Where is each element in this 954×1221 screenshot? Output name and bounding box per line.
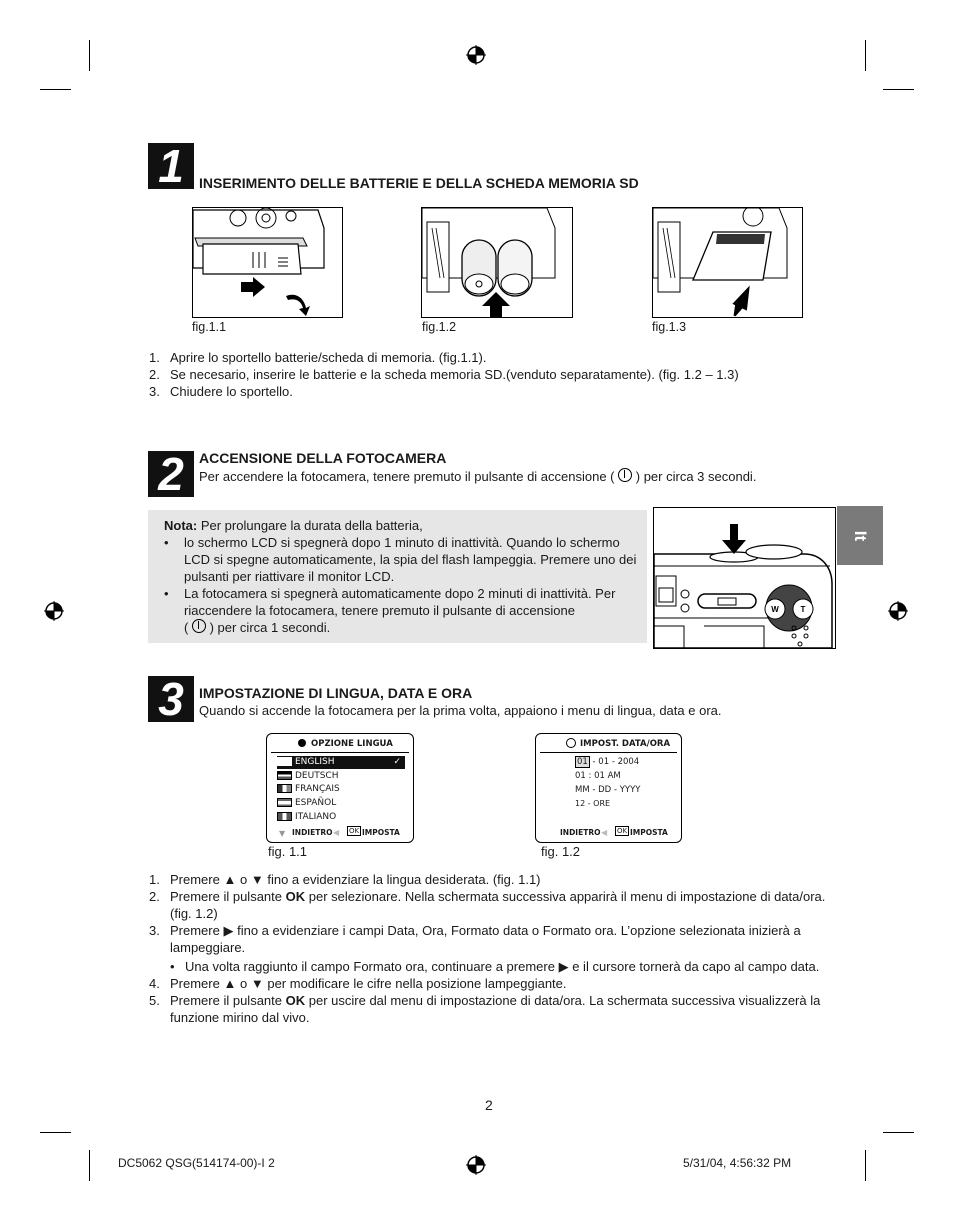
power-icon <box>192 619 206 633</box>
list-item: 3. Premere ▶ fino a evidenziare i campi Data, Ora, Formato data o Formato ora. L’opzione selezionata inizierà a lampeggiare. • Una volta raggiunto il campo Formato ora, continuare a premere ▶ e il cursore tornerà da capo al campo data. <box>149 922 839 975</box>
spanish-flag-icon <box>277 798 292 807</box>
page-number: 2 <box>485 1097 493 1113</box>
language-option-espanol[interactable]: ESPAÑOL <box>277 797 405 810</box>
date-field[interactable]: 01 - 01 - 2004 <box>577 757 640 767</box>
divider <box>540 752 677 753</box>
footer-document-id: DC5062 QSG(514174-00)-I 2 <box>118 1156 275 1170</box>
note-bullet: • La fotocamera si spegnerà automaticamente dopo 2 minuti di inattività. Per riaccendere la fotocamera, tenere premuto il pulsante di accensione ( ) per circa 1 secondi. <box>164 586 616 635</box>
list-item: 3. Chiudere lo sportello. <box>149 384 293 399</box>
list-item: 2. Se necesario, inserire le batterie e la scheda memoria SD.(venduto separatamente). (fig. 1.2 – 1.3) <box>149 367 739 382</box>
down-arrow-icon: ▼ <box>250 976 264 991</box>
french-flag-icon <box>277 784 292 793</box>
language-option-english[interactable]: ENGLISH ✓ <box>277 756 405 769</box>
left-arrow-icon: ◀ <box>333 828 340 837</box>
crop-mark <box>865 1150 866 1181</box>
crop-mark <box>40 89 71 90</box>
figure-insert-sd-card <box>652 207 803 318</box>
section-3-title: IMPOSTAZIONE DI LINGUA, DATA E ORA <box>199 685 473 701</box>
uk-flag-icon <box>277 757 292 766</box>
crop-mark <box>865 40 866 71</box>
clock-icon <box>566 738 576 748</box>
language-globe-icon <box>298 739 306 747</box>
section-3-description: Quando si accende la fotocamera per la prima volta, appaiono i menu di lingua, data e ora. <box>199 703 722 718</box>
figure-label: fig.1.1 <box>192 320 227 334</box>
crop-mark <box>883 1132 914 1133</box>
list-item: 1. Premere ▲ o ▼ fino a evidenziare la lingua desiderata. (fig. 1.1) <box>149 872 541 887</box>
zoom-w-label: W <box>771 605 779 614</box>
language-tab-label: It <box>851 530 870 542</box>
german-flag-icon <box>277 771 292 780</box>
registration-mark-icon <box>887 600 909 622</box>
section-3-steps <box>149 871 839 1026</box>
list-item: 4. Premere ▲ o ▼ per modificare le cifre nella posizione lampeggiante. <box>149 976 567 991</box>
language-option-italiano[interactable]: ITALIANO <box>277 811 405 824</box>
italian-flag-icon <box>277 812 292 821</box>
ok-icon: OK <box>617 827 628 835</box>
back-label: INDIETRO <box>560 828 601 837</box>
figure-label: fig. 1.1 <box>268 844 308 859</box>
zoom-t-label: T <box>800 605 806 614</box>
note-text: Nota: Per prolungare la durata della batteria, • lo schermo LCD si spegnerà dopo 1 minuto di inattività. Quando lo schermo LCD si spegne automaticamente, la spia del flash lampeggia. Premere uno dei pulsanti per riattivare il monitor LCD. • La fotocamera si spegnerà automaticamente dopo 2 minuti di inattività. Per riaccendere la fotocamera, tenere premuto il pulsante di accensione ( ) per circa 1 secondi. <box>164 517 642 636</box>
checkmark-icon: ✓ <box>393 757 401 767</box>
list-item: 2. Premere il pulsante OK per selezionare. Nella schermata successiva apparirà il menu di impostazione di data/ora. (fig. 1.2) <box>149 889 826 921</box>
registration-mark-icon <box>465 44 487 66</box>
figure-insert-batteries <box>421 207 573 318</box>
section-1-steps <box>149 349 839 400</box>
figure-open-door <box>192 207 343 318</box>
list-item: 5. Premere il pulsante OK per uscire dal menu di impostazione di data/ora. La schermata successiva visualizzerà la funzione mirino dal vivo. <box>149 993 821 1025</box>
down-arrow-icon: ▼ <box>250 872 264 887</box>
down-arrow-icon: ▼ <box>279 829 286 838</box>
registration-mark-icon <box>465 1154 487 1176</box>
crop-mark <box>883 89 914 90</box>
step-number-2: 2 <box>148 451 194 497</box>
list-sub-item: • Una volta raggiunto il campo Formato ora, continuare a premere ▶ e il cursore tornerà da capo al campo data. <box>170 959 820 974</box>
registration-mark-icon <box>43 600 65 622</box>
date-month-highlight: 01 <box>577 757 588 767</box>
language-menu-screen <box>266 733 414 843</box>
time-field[interactable]: 01 : 01 AM <box>575 771 621 781</box>
step-number-1: 1 <box>148 143 194 189</box>
left-arrow-icon: ◀ <box>601 828 608 837</box>
up-arrow-icon: ▲ <box>223 872 237 887</box>
hour-format-field[interactable]: 12 - ORE <box>575 799 611 808</box>
language-tab <box>837 506 883 565</box>
footer-timestamp: 5/31/04, 4:56:32 PM <box>683 1156 792 1170</box>
ok-icon: OK <box>349 827 360 835</box>
date-menu-title: IMPOST. DATA/ORA <box>580 739 671 749</box>
note-bullet: • lo schermo LCD si spegnerà dopo 1 minuto di inattività. Quando lo schermo LCD si spegne automaticamente, la spia del flash lampeggia. Premere uno dei pulsanti per riattivare il monitor LCD. <box>164 535 637 584</box>
camera-top-illustration <box>654 508 835 648</box>
crop-mark <box>89 40 90 71</box>
camera-door-illustration <box>193 208 342 317</box>
section-2-description: Per accendere la fotocamera, tenere premuto il pulsante di accensione ( ) per circa 3 secondi. <box>199 469 757 484</box>
crop-mark <box>40 1132 71 1133</box>
up-arrow-icon: ▲ <box>223 976 237 991</box>
figure-label: fig.1.2 <box>422 320 457 334</box>
power-icon <box>618 468 632 482</box>
crop-mark <box>89 1150 90 1181</box>
figure-power-button <box>653 507 836 649</box>
figure-label: fig.1.3 <box>652 320 687 334</box>
section-2-title: ACCENSIONE DELLA FOTOCAMERA <box>199 450 447 466</box>
language-option-deutsch[interactable]: DEUTSCH <box>277 770 405 783</box>
list-item: 1. Aprire lo sportello batterie/scheda di memoria. (fig.1.1). <box>149 350 487 365</box>
divider <box>271 752 409 753</box>
back-label: INDIETRO <box>292 828 333 837</box>
batteries-illustration <box>422 208 572 317</box>
language-menu-title: OPZIONE LINGUA <box>311 739 393 749</box>
right-arrow-icon: ▶ <box>223 923 234 938</box>
figure-label: fig. 1.2 <box>541 844 581 859</box>
set-label: IMPOSTA <box>630 828 668 837</box>
sd-card-illustration <box>653 208 802 317</box>
language-option-francais[interactable]: FRANÇAIS <box>277 783 405 796</box>
section-1-title: INSERIMENTO DELLE BATTERIE E DELLA SCHEDA MEMORIA SD <box>199 175 639 191</box>
date-time-menu-screen <box>535 733 682 843</box>
set-label: IMPOSTA <box>362 828 400 837</box>
step-number-3: 3 <box>148 676 194 722</box>
date-format-field[interactable]: MM - DD - YYYY <box>575 785 641 795</box>
right-arrow-icon: ▶ <box>558 959 569 974</box>
